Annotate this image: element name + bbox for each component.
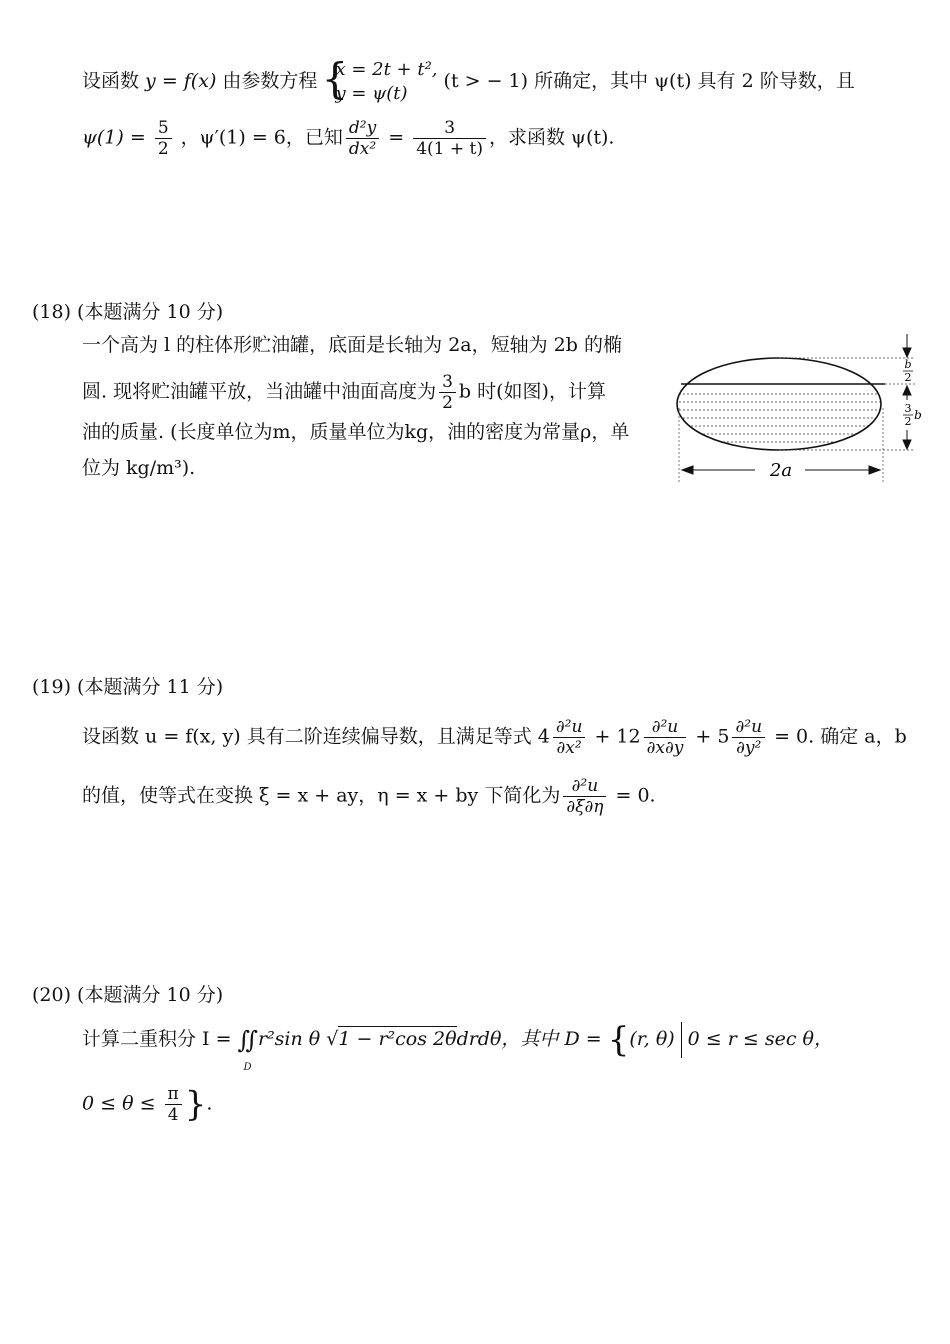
p17-frac-3: [413, 118, 486, 159]
label-top-num: b: [904, 358, 912, 371]
tank-ellipse: [677, 358, 881, 450]
integral-symbol: ∬: [237, 1026, 258, 1054]
label-width-2a: 2a: [769, 460, 793, 481]
p20-header: (20) (本题满分 10 分): [32, 984, 224, 1006]
p19-coef: + 5: [689, 725, 730, 748]
p19-text: = 0.: [609, 784, 656, 807]
p19-line-2: [82, 776, 656, 817]
p17-condition: (t > − 1) 所确定，其中 ψ(t) 具有 2 阶导数，且: [437, 70, 855, 92]
p20-text: drdθ，其中 D =: [456, 1028, 608, 1050]
denominator: 2: [155, 138, 172, 159]
p18-text: 圆. 现将贮油罐平放，当油罐中油面高度为: [82, 380, 437, 403]
p18-line-2: [82, 372, 606, 413]
denominator: 2: [439, 392, 456, 413]
p18-line-4: 位为 kg/m³).: [82, 457, 196, 479]
numerator: ∂²u: [571, 776, 599, 796]
p19-header: (19) (本题满分 11 分): [32, 676, 224, 698]
p17-text: 由参数方程: [216, 70, 318, 92]
p19-frac-uxieta: [563, 776, 606, 817]
p17-param-system: [321, 54, 438, 106]
p20-set-cond: 0 ≤ θ ≤: [82, 1092, 162, 1115]
numerator: 3: [444, 118, 456, 138]
p20-frac-pi-4: [165, 1084, 182, 1125]
p17-ask: ，求函数 ψ(t).: [489, 126, 615, 149]
p20-text: 计算二重积分 I =: [82, 1028, 238, 1050]
p18-header: (18) (本题满分 10 分): [32, 301, 224, 323]
p19-frac-uxx: [553, 717, 586, 758]
p20-set-var: (r, θ): [629, 1028, 675, 1050]
numerator: π: [167, 1084, 179, 1104]
label-side-den: 2: [904, 415, 912, 428]
p20-integrand: r²sin θ: [257, 1028, 327, 1050]
dimension-arrows: [682, 334, 911, 474]
p19-text: 设函数 u = f(x, y) 具有二阶连续偏导数，且满足等式 4: [82, 725, 550, 748]
p19-frac-uyy: [732, 717, 765, 758]
left-set-brace: {: [607, 1020, 630, 1060]
right-set-brace: }: [184, 1084, 207, 1125]
denominator: dx²: [346, 138, 379, 159]
numerator: ∂²u: [555, 717, 583, 737]
label-side-b: b: [914, 408, 922, 422]
numerator: d²y: [348, 118, 377, 138]
p17-eq-x: x = 2t + t²,: [335, 59, 438, 80]
p18-text: b 时(如图)，计算: [458, 380, 606, 403]
denominator: ∂x²: [553, 737, 586, 758]
p17-psi1: ψ(1) =: [82, 126, 152, 149]
denominator: ∂ξ∂η: [563, 796, 606, 817]
p19-frac-uxy: [644, 717, 687, 758]
numerator: 3: [442, 372, 453, 392]
p17-psi-prime: ，ψ′(1) = 6，已知: [174, 126, 343, 149]
left-brace: {: [321, 54, 349, 103]
oil-tank-figure: [675, 330, 925, 490]
double-integral-sign: [237, 1026, 258, 1073]
denominator: 4(1 + t): [413, 138, 486, 159]
set-bar: [681, 1022, 682, 1058]
label-top-den: 2: [904, 371, 912, 384]
p20-set-cond: 0 ≤ r ≤ sec θ，: [687, 1028, 833, 1050]
denominator: ∂x∂y: [644, 737, 687, 758]
p18-frac-3-2: [439, 372, 456, 413]
p17-text: 设函数: [82, 70, 146, 92]
p17-frac-d2y: [346, 118, 379, 159]
denominator: 4: [165, 1104, 182, 1125]
guide-lines: [679, 358, 915, 482]
p18-line-1: 一个高为 l 的柱体形贮油罐，底面是长轴为 2a，短轴为 2b 的椭: [82, 334, 622, 356]
numerator: ∂²u: [651, 717, 679, 737]
numerator: ∂²u: [735, 717, 763, 737]
p18-line-3: 油的质量. (长度单位为m，质量单位为kg，油的密度为常量ρ，单: [82, 421, 630, 443]
p17-frac-5-2: [155, 118, 172, 159]
p19-line-1: [82, 717, 907, 758]
p20-line-1: [82, 1020, 833, 1073]
equals: =: [382, 126, 411, 149]
numerator: 5: [157, 118, 169, 138]
integral-domain: D: [243, 1062, 252, 1073]
p20-radicand: 1 − r²cos 2θ: [338, 1028, 457, 1050]
denominator: ∂y²: [732, 737, 765, 758]
p17-line-2: [82, 118, 614, 159]
p20-line-2: [82, 1084, 212, 1125]
sqrt-symbol: √: [326, 1028, 339, 1050]
label-side-num: 3: [904, 402, 912, 415]
period: .: [206, 1092, 213, 1115]
p17-function: y = f(x): [145, 70, 217, 92]
p19-text: 的值，使等式在变换 ξ = x + ay，η = x + by 下简化为: [82, 784, 561, 807]
p19-coef: + 12: [588, 725, 641, 748]
p19-text: = 0. 确定 a，b: [768, 725, 907, 748]
p17-line-1: [82, 54, 855, 106]
p17-eq-y: y = ψ(t): [335, 83, 408, 104]
